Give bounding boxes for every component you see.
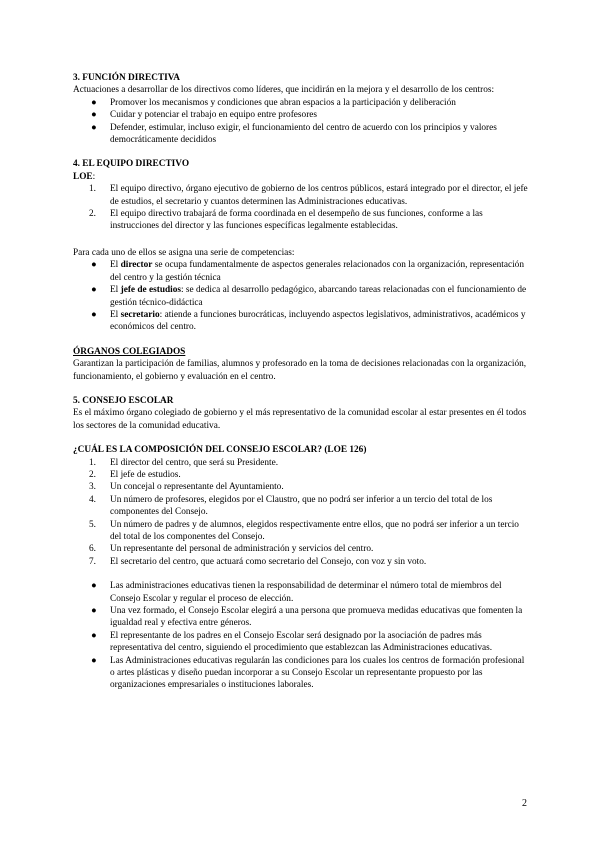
list-item: ● Promover los mecanismos y condiciones que abran espacios a la participación y deliberación (91, 97, 456, 108)
section-heading: 5. CONSEJO ESCOLAR (73, 395, 174, 406)
list-item: ● Las administraciones educativas tienen la responsabilidad de determinar el número total de miembros del Consejo Escolar y regular el proceso de elección. (91, 581, 502, 604)
bullet-icon: ● (91, 110, 97, 121)
numbered-list (73, 457, 528, 569)
paragraph: Para cada uno de ellos se asigna una serie de competencias: (73, 247, 295, 258)
list-item: 5. Un número de padres y de alumnos, elegidos respectivamente entre ellos, que no podrá ser inferior a un tercio del total de los componentes del Consejo. (89, 519, 519, 542)
list-item: 2. El jefe de estudios. (89, 469, 181, 480)
document-page (73, 72, 528, 692)
section-funcion-directiva (73, 72, 528, 146)
paragraph: Actuaciones a desarrollar de los directivos como líderes, que incidirán en la mejora y el desarrollo de los centros: (73, 85, 495, 96)
bullet-icon: ● (91, 655, 97, 666)
paragraph: Es el máximo órgano colegiado de gobierno y el más representativo de la comunidad escolar al estar presentes en él todos los sectores de la comunidad educativa. (73, 408, 527, 431)
list-item: ● El jefe de estudios: se dedica al desarrollo pedagógico, abarcando tareas relacionadas con el funcionamiento de gestión técnico-didáctica (91, 285, 527, 308)
list-item: 7. El secretario del centro, que actuará como secretario del Consejo, con voz y sin voto. (89, 556, 427, 567)
bullet-list (73, 259, 528, 333)
list-item: ● Defender, estimular, incluso exigir, el funcionamiento del centro de acuerdo con los principios y valores democráticamente decididos (91, 122, 497, 146)
loe-label: LOE: (73, 171, 96, 182)
list-item: 2. El equipo directivo trabajará de forma coordinada en el desempeño de sus funciones, conforme a las instrucciones del director y las funciones específicas legalmente establecidas. (89, 209, 483, 232)
list-item: ● Una vez formado, el Consejo Escolar elegirá a una persona que promueva medidas educativas que fomenten la igualdad real y efectiva entre géneros. (91, 606, 523, 629)
section-equipo-directivo (73, 158, 528, 333)
bullet-list (73, 97, 528, 147)
bullet-list (73, 580, 528, 692)
list-item: 1. El director del centro, que será su Presidente. (89, 457, 279, 468)
bullet-icon: ● (91, 97, 97, 108)
bullet-icon: ● (91, 122, 97, 133)
page-number: 2 (522, 798, 527, 809)
list-item: ● Las Administraciones educativas regularán las condiciones para los cuales los centros de formación profesional o artes plásticas y diseño puedan incorporar a su Consejo Escolar un representante propuesto por las organizaciones empresariales o instituciones laborales. (91, 655, 525, 691)
bullet-icon: ● (91, 309, 97, 320)
list-item: 1. El equipo directivo, órgano ejecutivo de gobierno de los centros públicos, estará integrado por el director, el jefe de estudios, el secretario y cuantos determinen las Administraciones educativas. (89, 184, 528, 207)
bullet-icon: ● (91, 260, 97, 271)
section-consejo-escolar (73, 395, 528, 432)
section-heading: ¿CUÁL ES LA COMPOSICIÓN DEL CONSEJO ESCOLAR? (LOE 126) (73, 445, 367, 456)
list-item: 3. Un concejal o representante del Ayuntamiento. (89, 482, 284, 493)
section-heading: 4. EL EQUIPO DIRECTIVO (73, 159, 190, 170)
bullet-icon: ● (91, 581, 97, 592)
section-composicion (73, 444, 528, 692)
bullet-icon: ● (91, 285, 97, 296)
list-item: 4. Un número de profesores, elegidos por el Claustro, que no podrá ser inferior a un tercio del total de los componentes del Consejo. (89, 494, 493, 518)
section-organos-colegiados (73, 346, 528, 383)
numbered-list (73, 183, 528, 233)
list-item: ● El representante de los padres en el Consejo Escolar será designado por la asociación de padres más representativa del centro, siguiendo el procedimiento que establezcan las Administraciones educativas. (91, 630, 493, 654)
bullet-icon: ● (91, 606, 97, 617)
section-heading: ÓRGANOS COLEGIADOS (73, 346, 186, 357)
list-item: ● El director se ocupa fundamentalmente de aspectos generales relacionados con la organización, representación del centro y la gestión técnica (91, 260, 524, 283)
list-item: ● Cuidar y potenciar el trabajo en equipo entre profesores (91, 110, 318, 121)
list-item: ● El secretario: atiende a funciones burocráticas, incluyendo aspectos legislativos, administrativos, académicos y económicos del centro. (91, 309, 526, 333)
paragraph: Garantizan la participación de familias, alumnos y profesorado en la toma de decisiones relacionadas con la organización, funcionamiento, el gobierno y evaluación en el centro. (73, 359, 527, 382)
list-item: 6. Un representante del personal de administración y servicios del centro. (89, 544, 374, 555)
bullet-icon: ● (91, 630, 97, 641)
section-heading: 3. FUNCIÓN DIRECTIVA (73, 73, 181, 83)
